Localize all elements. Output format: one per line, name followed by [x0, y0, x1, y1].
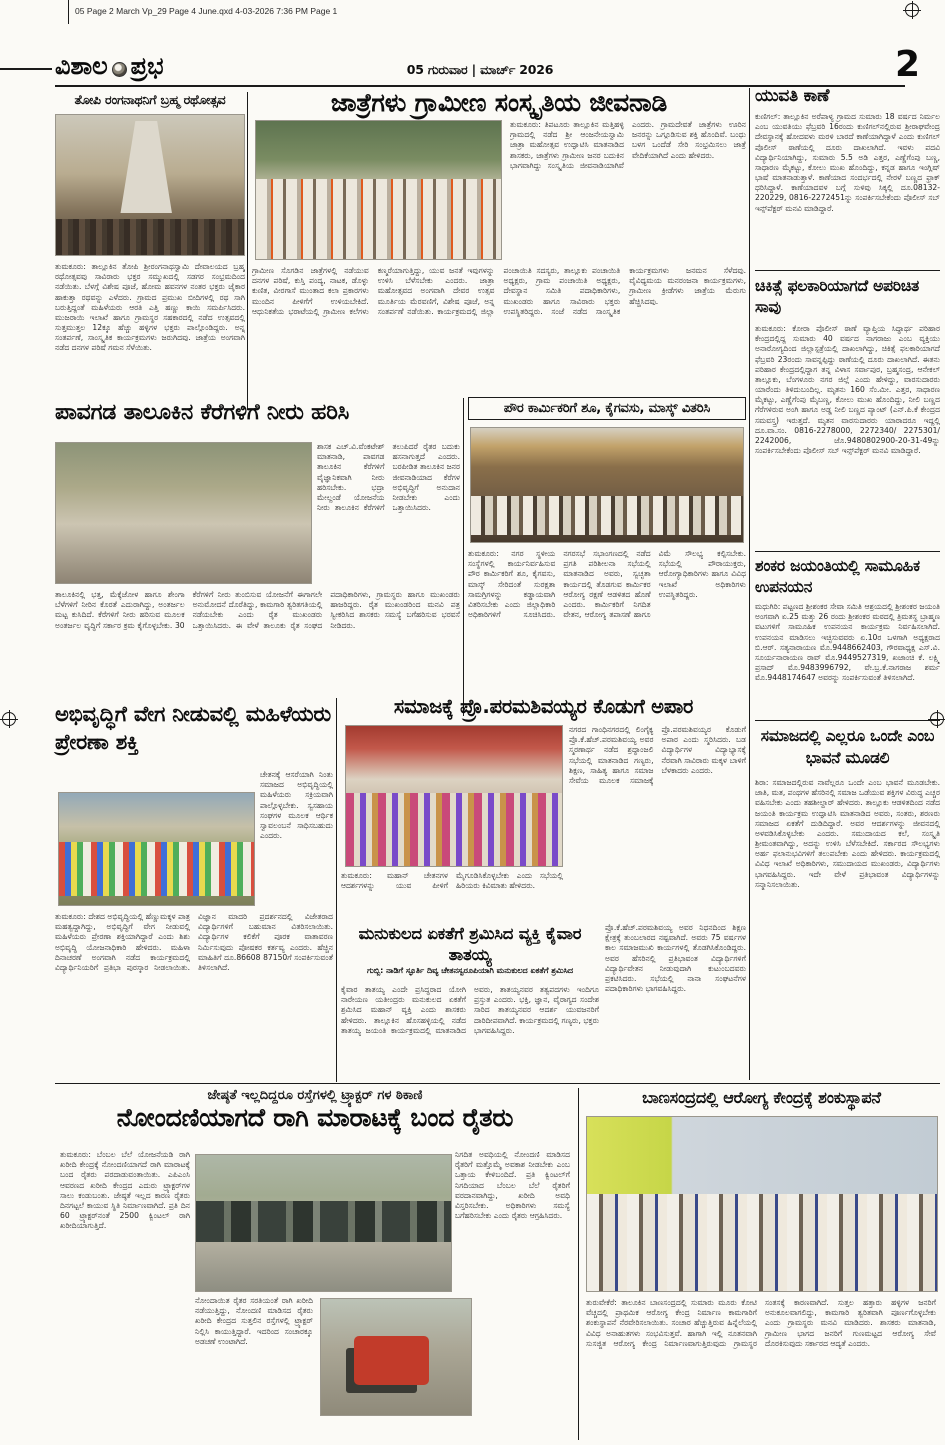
article-banasandra-headline: ಬಾಣಸಂದ್ರದಲ್ಲಿ ಆರೋಗ್ಯ ಕೇಂದ್ರಕ್ಕೆ ಶಂಕುಸ್ಥಾಪನೆ	[642, 1088, 881, 1107]
photo-jatre-gathering	[255, 120, 502, 260]
article-chikitse-headline: ಚಿಕಿತ್ಸೆ ಫಲಕಾರಿಯಾಗದೆ ಅಪರಿಚಿತ ಸಾವು	[755, 277, 920, 316]
article-ragi-body-mid: ನೋಂದಾಯಿತ ರೈತರ ಸರತಿಯಂತೆ ರಾಗಿ ಖರೀದಿ ನಡೆಯುತ್ತಿದ್ದು, ನೋಂದಣಿ ಮಾಡಿಸದ ರೈತರು ಖರೀದಿ ಕೇಂದ್ರದ ಸುತ್ತಲಿನ ರಸ್ತೆಗಳಲ್ಲಿ ಟ್ರ್ಯಾಕ್ಟರ್ ನಿಲ್ಲಿಸಿ ಕಾಯುತ್ತಿದ್ದಾರೆ. ಇದರಿಂದ ಸಂಚಾರಕ್ಕೂ ಅಡಚಣೆ ಉಂಟಾಗಿದೆ.	[195, 1296, 313, 1346]
column-rule	[336, 698, 337, 1082]
article-banasandra-body: ತುರುವೇಕೆರೆ: ತಾಲೂಕಿನ ಬಾಣಸಂದ್ರದಲ್ಲಿ ಸುಮಾರು ಮೂರು ಕೋಟಿ ವೆಚ್ಚದಲ್ಲಿ ಪ್ರಾಥಮಿಕ ಆರೋಗ್ಯ ಕೇಂದ್ರ ನಿರ್ಮಾಣ ಕಾಮಗಾರಿಗೆ ಶಂಕುಸ್ಥಾಪನೆ ನೆರವೇರಿಸಲಾಯಿತು. ಸಂಚಾರ ಹೆಚ್ಚುತ್ತಿರುವ ಹಿನ್ನೆಲೆಯಲ್ಲಿ ವಿವಿಧ ಅನಾಹುತಗಳು ಸಂಭವಿಸುತ್ತವೆ. ಹಾಗಾಗಿ ಇಲ್ಲಿ ನೂತನವಾಗಿ ಸುಸಜ್ಜಿತ ಆರೋಗ್ಯ ಕೇಂದ್ರ ನಿರ್ಮಾಣವಾಗುತ್ತಿರುವುದು ಗ್ರಾಮಸ್ಥರ ಸಂತಸಕ್ಕೆ ಕಾರಣವಾಗಿದೆ. ಸುತ್ತಲ ಹತ್ತಾರು ಹಳ್ಳಿಗಳ ಜನರಿಗೆ ಅನುಕೂಲವಾಗಲಿದ್ದು, ಕಾಮಗಾರಿ ತ್ವರಿತವಾಗಿ ಪೂರ್ಣಗೊಳ್ಳಬೇಕು ಎಂದು ಗ್ರಾಮಸ್ಥರು ಮನವಿ ಮಾಡಿದರು. ಶಾಸಕರು ಮಾತನಾಡಿ, ಗ್ರಾಮೀಣ ಭಾಗದ ಜನರಿಗೆ ಗುಣಮಟ್ಟದ ಆರೋಗ್ಯ ಸೇವೆ ದೊರಕಿಸುವುದು ಸರ್ಕಾರದ ಆದ್ಯತೆ ಎಂದರು.	[586, 1298, 936, 1348]
masthead-title-right: ಪ್ರಭ	[130, 52, 164, 80]
article-samajakke-body-b: ತುಮಕೂರು: ಮಹಾನ್ ಚೇತನಗಳ ಆದರ್ಶಗಳನ್ನು ಯುವ ಪೀಳಿಗೆ ಮೈಗೂಡಿಸಿಕೊಳ್ಳಬೇಕು ಎಂದು ಸಭೆಯಲ್ಲಿ ಹಿರಿಯರು ಕಿವಿಮಾತು ಹೇಳಿದರು.	[341, 871, 563, 891]
article-pavagada-headline: ಪಾವಗಡ ತಾಲೂಕಿನ ಕೆರೆಗಳಿಗೆ ನೀರು ಹರಿಸಿ	[55, 400, 350, 425]
column-rule	[578, 1088, 579, 1440]
registration-mark-icon	[2, 712, 16, 726]
article-pavagada	[55, 400, 460, 715]
section-rule	[755, 720, 940, 721]
article-yuvati-headline: ಯುವತಿ ಕಾಣೆ	[755, 86, 830, 106]
article-ragi	[55, 1088, 575, 1440]
photo-tractor-queue	[195, 1154, 452, 1292]
article-ragi-body-left: ತುಮಕೂರು: ಬೆಂಬಲ ಬೆಲೆ ಯೋಜನೆಯಡಿ ರಾಗಿ ಖರೀದಿ ಕೇಂದ್ರಕ್ಕೆ ನೋಂದಣಿಯಾಗದೆ ರಾಗಿ ಮಾರಾಟಕ್ಕೆ ಬಂದ ರೈತರು ಪರದಾಡುವಂತಾಯಿತು. ಎಪಿಎಂಸಿ ಆವರಣದ ಖರೀದಿ ಕೇಂದ್ರದ ಎದುರು ಟ್ರ್ಯಾಕ್ಟರ್‌ಗಳ ಸಾಲು ಕಂಡುಬಂತು. ಜೇಷ್ಠತೆ ಇಲ್ಲದ ಕಾರಣ ರೈತರು ದಿನಗಟ್ಟಲೆ ಕಾಯುವ ಸ್ಥಿತಿ ನಿರ್ಮಾಣವಾಗಿದೆ. ಪ್ರತಿ ದಿನ 60 ಟ್ರ್ಯಾಕ್ಟರ್‌ನಂತೆ 2500 ಕ್ವಿಂಟಲ್ ರಾಗಿ ಖರೀದಿಯಾಗುತ್ತಿದೆ.	[60, 1150, 190, 1231]
page-number: 2	[895, 44, 920, 85]
article-manukula-body: ಕೈವಾರ ತಾತಯ್ಯ ಎಂದೇ ಪ್ರಸಿದ್ಧರಾದ ಯೋಗಿ ನಾರೇಯಣ ಯತೀಂದ್ರರು ಮನುಕುಲದ ಏಕತೆಗೆ ಶ್ರಮಿಸಿದ ಮಹಾನ್ ವ್ಯಕ್ತಿ ಎಂದು ಶಾಸಕರು ಹೇಳಿದರು. ತಾಲ್ಲೂಕಿನ ಹೊಸಹಳ್ಳಿಯಲ್ಲಿ ನಡೆದ ತಾತಯ್ಯ ಜಯಂತಿ ಕಾರ್ಯಕ್ರಮದಲ್ಲಿ ಮಾತನಾಡಿದ ಅವರು, ತಾತಯ್ಯನವರ ತತ್ವಪದಗಳು ಇಂದಿಗೂ ಪ್ರಸ್ತುತ ಎಂದರು. ಭಕ್ತಿ, ಜ್ಞಾನ, ವೈರಾಗ್ಯದ ಸಂದೇಶ ಸಾರಿದ ತಾತಯ್ಯನವರ ಆದರ್ಶ ಯುವಜನರಿಗೆ ದಾರಿದೀಪವಾಗಿದೆ. ಕಾರ್ಯಕ್ರಮದಲ್ಲಿ ಗಣ್ಯರು, ಭಕ್ತರು ಭಾಗವಹಿಸಿದ್ದರು.	[341, 985, 599, 1035]
section-rule	[55, 1083, 940, 1084]
article-jatre	[252, 88, 746, 410]
article-ragi-kicker: ಜೇಷ್ಠತೆ ಇಲ್ಲದಿದ್ದರೂ ರಸ್ತೆಗಳಲ್ಲಿ ಟ್ರ್ಯಾಕ್ಟರ್ ಗಳ ಠಿಕಾಣಿ	[207, 1088, 423, 1103]
article-manukula	[341, 923, 599, 1079]
article-paura-headline: ಪೌರ ಕಾರ್ಮಿಕರಿಗೆ ಶೂ, ಕೈಗವಸು, ಮಾಸ್ಕ್ ವಿತರಿಸಿ	[468, 397, 746, 420]
article-paura-body: ತುಮಕೂರು: ನಗರ ಸ್ಥಳೀಯ ಸಂಸ್ಥೆಗಳಲ್ಲಿ ಕಾರ್ಯನಿರ್ವಹಿಸುವ ಪೌರ ಕಾರ್ಮಿಕರಿಗೆ ಶೂ, ಕೈಗವಸು, ಮಾಸ್ಕ್ ಸೇರಿದಂತೆ ಸುರಕ್ಷತಾ ಸಾಮಗ್ರಿಗಳನ್ನು ಕಡ್ಡಾಯವಾಗಿ ವಿತರಿಸಬೇಕು ಎಂದು ಜಿಲ್ಲಾಧಿಕಾರಿ ಅಧಿಕಾರಿಗಳಿಗೆ ಸೂಚಿಸಿದರು. ನಗರಸಭೆ ಸಭಾಂಗಣದಲ್ಲಿ ನಡೆದ ಪ್ರಗತಿ ಪರಿಶೀಲನಾ ಸಭೆಯಲ್ಲಿ ಮಾತನಾಡಿದ ಅವರು, ಸ್ವಚ್ಛತಾ ಕಾರ್ಯದಲ್ಲಿ ತೊಡಗುವ ಕಾರ್ಮಿಕರ ಆರೋಗ್ಯ ರಕ್ಷಣೆ ಆಡಳಿತದ ಹೊಣೆ ಎಂದರು. ಕಾರ್ಮಿಕರಿಗೆ ನಿಗದಿತ ವೇತನ, ಆರೋಗ್ಯ ತಪಾಸಣೆ ಹಾಗೂ ವಿಮೆ ಸೌಲಭ್ಯ ಕಲ್ಪಿಸಬೇಕು. ಸಭೆಯಲ್ಲಿ ಪೌರಾಯುಕ್ತರು, ಆರೋಗ್ಯಾಧಿಕಾರಿಗಳು ಹಾಗೂ ವಿವಿಧ ಇಲಾಖೆ ಅಧಿಕಾರಿಗಳು ಉಪಸ್ಥಿತರಿದ್ದರು.	[468, 549, 746, 620]
registration-mark-icon	[930, 712, 944, 726]
article-samajakke	[341, 695, 746, 1082]
article-shankara-headline: ಶಂಕರ ಜಯಂತಿಯಲ್ಲಿ ಸಾಮೂಹಿಕ ಉಪನಯನ	[755, 557, 920, 596]
article-samajadalli-headline: ಸಮಾಜದಲ್ಲಿ ಎಲ್ಲರೂ ಒಂದೇ ಎಂಬ ಭಾವನೆ ಮೂಡಲಿ	[760, 727, 935, 767]
article-jatre-body-a: ತುಮಕೂರು: ತಿಪಟೂರು ತಾಲ್ಲೂಕಿನ ಮತ್ತಿಹಳ್ಳಿ ಗ್ರಾಮದಲ್ಲಿ ನಡೆದ ಶ್ರೀ ಆಂಜನೇಯಸ್ವಾಮಿ ಜಾತ್ರಾ ಮಹೋತ್ಸವ ಉದ್ಘಾಟಿಸಿ ಮಾತನಾಡಿದ ಶಾಸಕರು, ಜಾತ್ರೆಗಳು ಗ್ರಾಮೀಣ ಜನರ ಬದುಕಿನ ಭಾಗವಾಗಿದ್ದು ಸಂಸ್ಕೃತಿಯ ಜೀವನಾಡಿಯಾಗಿವೆ ಎಂದರು. ಗ್ರಾಮದೇವತೆ ಜಾತ್ರೆಗಳು ಊರಿನ ಜನರನ್ನು ಒಗ್ಗೂಡಿಸುವ ಶಕ್ತಿ ಹೊಂದಿವೆ. ಬಂಧು ಬಳಗ ಒಂದೆಡೆ ಸೇರಿ ಸಂಭ್ರಮಿಸಲು ಜಾತ್ರೆ ವೇದಿಕೆಯಾಗಿದೆ ಎಂದು ಹೇಳಿದರು.	[510, 120, 746, 170]
article-mahile-body-a: ಚೇತನಕ್ಕೆ ಆಸರೆಯಾಗಿ ನಿಂತು ಸಮಾಜದ ಅಭಿವೃದ್ಧಿಯಲ್ಲಿ ಮಹಿಳೆಯರು ಸಕ್ರಿಯವಾಗಿ ಪಾಲ್ಗೊಳ್ಳಬೇಕು. ಸ್ವಸಹಾಯ ಸಂಘಗಳ ಮೂಲಕ ಆರ್ಥಿಕ ಸ್ವಾವಲಂಬನೆ ಸಾಧಿಸಬಹುದು ಎಂದರು.	[260, 770, 333, 841]
article-banasandra	[583, 1088, 940, 1440]
article-samajakke-body-a: ನಗರದ ಗಾಂಧಿನಗರದಲ್ಲಿ ಲಿಂಗೈಕ್ಯ ಪ್ರೊ.ಕೆ.ಹೆಚ್.ಪರಮಶಿವಯ್ಯ ಅವರ ಸ್ಮರಣಾರ್ಥ ನಡೆದ ಶ್ರದ್ಧಾಂಜಲಿ ಸಭೆಯಲ್ಲಿ ಮಾತನಾಡಿದ ಗಣ್ಯರು, ಶಿಕ್ಷಣ, ಸಾಹಿತ್ಯ ಹಾಗೂ ಸಮಾಜ ಸೇವೆಯ ಮೂಲಕ ಸಮಾಜಕ್ಕೆ ಪ್ರೊ.ಪರಮಶಿವಯ್ಯರ ಕೊಡುಗೆ ಅಪಾರ ಎಂದು ಸ್ಮರಿಸಿದರು. ಬಡ ವಿದ್ಯಾರ್ಥಿಗಳ ವಿದ್ಯಾಭ್ಯಾಸಕ್ಕೆ ನೆರವಾಗಿ ಸಾವಿರಾರು ಮಕ್ಕಳ ಬಾಳಿಗೆ ಬೆಳಕಾದರು ಎಂದರು.	[569, 725, 746, 785]
article-manukula-headline: ಮನುಕುಲದ ಏಕತೆಗೆ ಶ್ರಮಿಸಿದ ವ್ಯಕ್ತಿ ಕೈವಾರ ತಾತಯ್ಯ	[358, 924, 582, 965]
edition-date: 05 ಗುರುವಾರ | ಮಾರ್ಚ್ 2026	[406, 62, 554, 77]
print-slug-line: 05 Page 2 March Vp_29 Page 4 June.qxd 4-03-2026 7:36 PM Page 1	[75, 6, 338, 16]
article-shankara-body: ಮಧುಗಿರಿ: ಪಟ್ಟಣದ ಶ್ರೀಶಂಕರ ಸೇವಾ ಸಮಿತಿ ಆಶ್ರಯದಲ್ಲಿ ಶ್ರೀಶಂಕರ ಜಯಂತಿ ಅಂಗವಾಗಿ ಏ.25 ಮತ್ತು 26 ರಂದು ಶ್ರೀಶಂಕರ ಮಠದಲ್ಲಿ ತ್ರಿಮತಸ್ಥ ಬ್ರಾಹ್ಮಣ ವಟುಗಳಿಗೆ ಸಾಮೂಹಿಕ ಉಪನಯನ ಕಾರ್ಯಕ್ರಮ ನಿರ್ವಹಿಸಲಾಗಿದೆ. ಉಪನಯನ ಮಾಡಿಸಲು ಇಚ್ಛಿಸುವವರು ಏ.10ರ ಒಳಗಾಗಿ ಅಧ್ಯಕ್ಷರಾದ ಬಿ.ಆರ್. ಸತ್ಯನಾರಾಯಣ ಮೊ.9448662403, ಗೌರವಾಧ್ಯಕ್ಷ ಎಸ್.ವಿ. ಸೂರ್ಯನಾರಾಯಣ ರಾವ್ ಮೊ.9449527319, ಖಜಾಂಚಿ ಕೆ. ಲಕ್ಷ್ಮಿ ಪ್ರಸಾದ್ ಮೊ.9483996792, ವೇ.ಬ್ರ.ಕೆ.ನಾಗರಾಜ ಶರ್ಮ ಮೊ.9448174647 ಅವರನ್ನು ಸಂಪರ್ಕಿಸುವಂತೆ ತಿಳಿಸಲಾಗಿದೆ.	[755, 602, 940, 683]
registration-mark-icon	[905, 3, 919, 17]
article-chikitse	[755, 276, 940, 548]
article-jatre-headline: ಜಾತ್ರೆಗಳು ಗ್ರಾಮೀಣ ಸಂಸ್ಕೃತಿಯ ಜೀವನಾಡಿ	[330, 88, 668, 117]
article-chariot	[55, 92, 245, 410]
crop-mark	[0, 68, 52, 70]
article-jatre-body-b: ಗ್ರಾಮೀಣ ಸೊಗಡಿನ ಜಾತ್ರೆಗಳಲ್ಲಿ ನಡೆಯುವ ದನಗಳ ಪರಿಷೆ, ಕುಸ್ತಿ ಪಂದ್ಯ, ನಾಟಕ, ಡೊಳ್ಳು ಕುಣಿತ, ವೀರಗಾಸೆ ಮುಂತಾದ ಕಲಾ ಪ್ರಕಾರಗಳು ಮುಂದಿನ ಪೀಳಿಗೆಗೆ ಉಳಿಯಬೇಕಿದೆ. ಆಧುನಿಕತೆಯ ಭರಾಟೆಯಲ್ಲಿ ಗ್ರಾಮೀಣ ಕಲೆಗಳು ಕಣ್ಮರೆಯಾಗುತ್ತಿದ್ದು, ಯುವ ಜನತೆ ಇವುಗಳನ್ನು ಉಳಿಸಿ ಬೆಳೆಸಬೇಕು ಎಂದರು. ಜಾತ್ರಾ ಮಹೋತ್ಸವದ ಅಂಗವಾಗಿ ದೇವರ ಉತ್ಸವ ಮೂರ್ತಿಯ ಮೆರವಣಿಗೆ, ವಿಶೇಷ ಪೂಜೆ, ಅನ್ನ ಸಂತರ್ಪಣೆ ನಡೆಯಿತು. ಕಾರ್ಯಕ್ರಮದಲ್ಲಿ ಜಿಲ್ಲಾ ಪಂಚಾಯಿತಿ ಸದಸ್ಯರು, ತಾಲ್ಲೂಕು ಪಂಚಾಯಿತಿ ಅಧ್ಯಕ್ಷರು, ಗ್ರಾಮ ಪಂಚಾಯಿತಿ ಅಧ್ಯಕ್ಷರು, ದೇವಸ್ಥಾನ ಸಮಿತಿ ಪದಾಧಿಕಾರಿಗಳು, ಮುಖಂಡರು ಹಾಗೂ ಸಾವಿರಾರು ಭಕ್ತರು ಉಪಸ್ಥಿತರಿದ್ದರು. ಸಂಜೆ ನಡೆದ ಸಾಂಸ್ಕೃತಿಕ ಕಾರ್ಯಕ್ರಮಗಳು ಜನಮನ ಸೆಳೆದವು. ವೈವಿಧ್ಯಮಯ ಮನರಂಜನಾ ಕಾರ್ಯಕ್ರಮಗಳು, ಗ್ರಾಮೀಣ ಕ್ರೀಡೆಗಳು ಜಾತ್ರೆಯ ಮೆರುಗು ಹೆಚ್ಚಿಸಿದವು.	[252, 266, 746, 316]
article-samajakke-headline: ಸಮಾಜಕ್ಕೆ ಪ್ರೊ.ಪರಮಶಿವಯ್ಯರ ಕೊಡುಗೆ ಅಪಾರ	[393, 695, 694, 718]
article-pavagada-body-b: ತಾಲೂಕಿನಲ್ಲಿ ಭತ್ತ, ಮೆಕ್ಕೆಜೋಳ ಹಾಗೂ ಶೇಂಗಾ ಬೆಳೆಗಳಿಗೆ ನೀರಿನ ಕೊರತೆ ಎದುರಾಗಿದ್ದು, ಅಂತರ್ಜಲ ಮಟ್ಟ ಕುಸಿದಿದೆ. ಕೆರೆಗಳಿಗೆ ನೀರು ಹರಿಸುವ ಮೂಲಕ ಅಂತರ್ಜಲ ವೃದ್ಧಿಗೆ ಸರ್ಕಾರ ಕ್ರಮ ಕೈಗೊಳ್ಳಬೇಕು. 30 ಕೆರೆಗಳಿಗೆ ನೀರು ತುಂಬಿಸುವ ಯೋಜನೆಗೆ ಈಗಾಗಲೇ ಅನುಮೋದನೆ ದೊರೆತಿದ್ದು, ಕಾಮಗಾರಿ ತ್ವರಿತಗತಿಯಲ್ಲಿ ನಡೆಯಬೇಕು ಎಂದು ರೈತ ಮುಖಂಡರು ಒತ್ತಾಯಿಸಿದರು. ಈ ವೇಳೆ ತಾಲೂಕು ರೈತ ಸಂಘದ ಪದಾಧಿಕಾರಿಗಳು, ಗ್ರಾಮಸ್ಥರು ಹಾಗೂ ಮುಖಂಡರು ಹಾಜರಿದ್ದರು. ರೈತ ಮುಖಂಡರಿಂದ ಮನವಿ ಪತ್ರ ಸ್ವೀಕರಿಸಿದ ಶಾಸಕರು ಸಮಸ್ಯೆ ಬಗೆಹರಿಸುವ ಭರವಸೆ ನೀಡಿದರು.	[55, 590, 460, 630]
section-rule	[755, 551, 940, 552]
article-mahile-headline: ಅಭಿವೃದ್ಧಿಗೆ ವೇಗ ನೀಡುವಲ್ಲಿ ಮಹಿಳೆಯರು ಪ್ರೇರಣಾ ಶಕ್ತಿ	[55, 702, 331, 755]
article-mahile-body-b: ತುಮಕೂರು: ದೇಶದ ಅಭಿವೃದ್ಧಿಯಲ್ಲಿ ಹೆಣ್ಣುಮಕ್ಕಳ ಪಾತ್ರ ಮಹತ್ವದ್ದಾಗಿದ್ದು, ಅಭಿವೃದ್ಧಿಗೆ ವೇಗ ನೀಡುವಲ್ಲಿ ಮಹಿಳೆಯರು ಪ್ರೇರಣಾ ಶಕ್ತಿಯಾಗಿದ್ದಾರೆ ಎಂದು ಶಿಶು ಅಭಿವೃದ್ಧಿ ಯೋಜನಾಧಿಕಾರಿ ಹೇಳಿದರು. ಮಹಿಳಾ ದಿನಾಚರಣೆ ಅಂಗವಾಗಿ ನಡೆದ ಕಾರ್ಯಕ್ರಮದಲ್ಲಿ ವಿದ್ಯಾರ್ಥಿನಿಯರಿಗೆ ಪ್ರತಿಭಾ ಪುರಸ್ಕಾರ ನೀಡಲಾಯಿತು. ವಿಜ್ಞಾನ ಮಾದರಿ ಪ್ರದರ್ಶನದಲ್ಲಿ ವಿಜೇತರಾದ ವಿದ್ಯಾರ್ಥಿಗಳಿಗೆ ಬಹುಮಾನ ವಿತರಿಸಲಾಯಿತು. ವಿದ್ಯಾರ್ಥಿಗಳ ಕಲಿಕೆಗೆ ಪೂರಕ ವಾತಾವರಣ ನಿರ್ಮಿಸುವುದು ಪೋಷಕರ ಕರ್ತವ್ಯ ಎಂದರು. ಹೆಚ್ಚಿನ ಮಾಹಿತಿಗೆ ದೂ.86608 87150ಗೆ ಸಂಪರ್ಕಿಸುವಂತೆ ತಿಳಿಸಲಾಗಿದೆ.	[55, 912, 333, 972]
crop-mark	[68, 0, 69, 24]
article-yuvati	[755, 86, 940, 268]
column-rule	[247, 92, 248, 410]
article-ragi-body-right: ನಿಗದಿತ ಅವಧಿಯಲ್ಲಿ ನೋಂದಣಿ ಮಾಡಿಸದ ರೈತರಿಗೆ ಮತ್ತೊಮ್ಮೆ ಅವಕಾಶ ನೀಡಬೇಕು ಎಂಬ ಒತ್ತಾಯ ಕೇಳಿಬಂದಿದೆ. ಪ್ರತಿ ಕ್ವಿಂಟಲ್‌ಗೆ ನಿಗದಿಯಾದ ಬೆಂಬಲ ಬೆಲೆ ರೈತರಿಗೆ ವರದಾನವಾಗಿದ್ದು, ಖರೀದಿ ಅವಧಿ ವಿಸ್ತರಿಸಬೇಕು. ಅಧಿಕಾರಿಗಳು ಸಮಸ್ಯೆ ಬಗೆಹರಿಸಬೇಕು ಎಂದು ರೈತರು ಆಗ್ರಹಿಸಿದರು.	[455, 1150, 570, 1221]
column-rule	[749, 88, 750, 1080]
column-rule	[463, 398, 464, 716]
article-yuvati-body: ಕುಣಿಗಲ್: ತಾಲ್ಲೂಕಿನ ಅರೆಪಾಳ್ಯ ಗ್ರಾಮದ ಸುಮಾರು 18 ವರ್ಷದ ನಿರ್ಮಲ ಎಂಬ ಯುವತಿಯು ಫೆಬ್ರವರಿ 16ರಂದು ಕುಣಿಗಲ್‌ನಲ್ಲಿರುವ ಶ್ರೀರಾಘವೇಂದ್ರ ದೇವಸ್ಥಾನಕ್ಕೆ ಹೋದವಳು ಮರಳಿ ಬಾರದೆ ಕಾಣೆಯಾಗಿದ್ದಾಳೆ ಎಂದು ಕುಣಿಗಲ್ ಪೊಲೀಸ್ ಠಾಣೆಯಲ್ಲಿ ದೂರು ದಾಖಲಾಗಿದೆ. ಇವಳು ಪದವಿ ವಿದ್ಯಾರ್ಥಿನಿಯಾಗಿದ್ದು, ಸುಮಾರು 5.5 ಅಡಿ ಎತ್ತರ, ಎಣ್ಣೆಗೆಂಪು ಬಣ್ಣ, ಸಾಧಾರಣ ಮೈಕಟ್ಟು, ಕೋಲು ಮುಖ ಹೊಂದಿದ್ದು, ಕನ್ನಡ ಹಾಗೂ ಇಂಗ್ಲಿಷ್ ಭಾಷೆ ಮಾತನಾಡುತ್ತಾಳೆ. ಕಾಣೆಯಾದ ಸಂದರ್ಭದಲ್ಲಿ ನೇರಳೆ ಬಣ್ಣದ ಫ್ರಾಕ್ ಧರಿಸಿದ್ದಾಳೆ. ಕಾಣೆಯಾದವಳ ಬಗ್ಗೆ ಸುಳಿವು ಸಿಕ್ಕಲ್ಲಿ ದೂ.08132-220229, 0816-2272451ನ್ನು ಸಂಪರ್ಕಿಸಬೇಕೆಂದು ಪೊಲೀಸ್ ಸಬ್ ಇನ್ಸ್‌ಪೆಕ್ಟರ್ ಮನವಿ ಮಾಡಿದ್ದಾರೆ.	[755, 112, 940, 213]
masthead-logo-icon	[112, 62, 127, 77]
article-ragi-headline: ನೋಂದಣಿಯಾಗದೆ ರಾಗಿ ಮಾರಾಟಕ್ಕೆ ಬಂದ ರೈತರು	[116, 1103, 514, 1132]
photo-samajakke-stage	[345, 725, 563, 867]
photo-groundbreaking-banner	[586, 1116, 938, 1292]
article-paura	[468, 397, 746, 715]
article-chikitse-body: ತುಮಕೂರು: ಕೋರಾ ಪೊಲೀಸ್ ಠಾಣೆ ವ್ಯಾಪ್ತಿಯ ಸಿದ್ಧಾರ್ಥ ಪರಿಹಾರ ಕೇಂದ್ರದಲ್ಲಿದ್ದ ಸುಮಾರು 40 ವರ್ಷದ ನಾಗರಾಜು ಎಂಬ ವ್ಯಕ್ತಿಯು ಅನಾರೋಗ್ಯದಿಂದ ಜಿಲ್ಲಾಸ್ಪತ್ರೆಯಲ್ಲಿ ದಾಖಲಾಗಿದ್ದು, ಚಿಕಿತ್ಸೆ ಫಲಕಾರಿಯಾಗದೆ ಫೆಬ್ರವರಿ 23ರಂದು ಸಾವನ್ನಪ್ಪಿದ್ದು ಠಾಣೆಯಲ್ಲಿ ದೂರು ದಾಖಲಾಗಿದೆ. ಈತನು ಪರಿಹಾರ ಕೇಂದ್ರದಲ್ಲಿದ್ದಾಗ ತನ್ನ ವಿಳಾಸ ಸರ್ವಾಪುರ, ಬ್ರಹ್ಮಸಂದ್ರ, ಆನೇಕಲ್ ತಾಲ್ಲೂಕು, ಬೆಂಗಳೂರು ನಗರ ಜಿಲ್ಲೆ ಎಂದು ಹೇಳಿದ್ದು, ವಾರಸುದಾರರು ಯಾರೆಂದು ತಿಳಿದುಬಂದಿಲ್ಲ. ಮೃತನು 160 ಸೆಂ.ಮೀ. ಎತ್ತರ, ಸಾಧಾರಣ ಮೈಕಟ್ಟು, ಎಣ್ಣೆಗೆಂಪು ಮೈಬಣ್ಣ, ಕೋಲು ಮುಖ ಹೊಂದಿದ್ದು, ನೀಲಿ ಬಣ್ಣದ ಗೆರೆಗಳಿರುವ ಅಂಗಿ ಹಾಗೂ ಅಡ್ಡ ನೀಲಿ ಬಣ್ಣದ ಪ್ಯಾಂಟ್ (ಎನ್.ಪಿ.ಕೆ ಕೇಂದ್ರದ ಸಮವಸ್ತ್ರ) ಇರುತ್ತದೆ. ಮೃತನ ವಾರಸುದಾರರು ಯಾರಾದರೂ ಇದ್ದಲ್ಲಿ ದೂ.ವಾ.ಸಂ. 0816-2278000, 2272340/ 2275301/ 2242006, ಜೊ.9480802900-20-31-49ನ್ನು ಸಂಪರ್ಕಿಸಬೇಕೆಂದು ಪೊಲೀಸ್ ಸಬ್ ಇನ್ಸ್‌ಪೆಕ್ಟರ್ ಮನವಿ ಮಾಡಿದ್ದಾರೆ.	[755, 324, 940, 456]
photo-pavagada-farmers	[55, 442, 312, 584]
section-rule	[755, 270, 940, 271]
article-chariot-headline: ತೋಪಿ ರಂಗನಾಥನಿಗೆ ಬ್ರಹ್ಮ ರಥೋತ್ಸವ	[74, 92, 226, 107]
article-mahile	[55, 700, 333, 1082]
photo-red-tractor	[320, 1298, 472, 1416]
masthead-title-left: ವಿಶಾಲ	[55, 52, 108, 80]
article-samajakke-body-c: ಪ್ರೊ.ಕೆ.ಹೆಚ್.ಪರಮಶಿವಯ್ಯ ಅವರ ನಿಧನದಿಂದ ಶಿಕ್ಷಣ ಕ್ಷೇತ್ರಕ್ಕೆ ತುಂಬಲಾರದ ನಷ್ಟವಾಗಿದೆ. ಅವರು 75 ವರ್ಷಗಳ ಕಾಲ ಸಮಾಜಮುಖಿ ಕಾರ್ಯಗಳಲ್ಲಿ ತೊಡಗಿಸಿಕೊಂಡಿದ್ದರು. ಅವರ ಹೆಸರಿನಲ್ಲಿ ಪ್ರತಿಭಾವಂತ ವಿದ್ಯಾರ್ಥಿಗಳಿಗೆ ವಿದ್ಯಾರ್ಥಿವೇತನ ನೀಡುವುದಾಗಿ ಕುಟುಂಬದವರು ಪ್ರಕಟಿಸಿದರು. ಸಭೆಯಲ್ಲಿ ನಾನಾ ಸಂಘಟನೆಗಳ ಪದಾಧಿಕಾರಿಗಳು ಭಾಗವಹಿಸಿದ್ದರು.	[605, 923, 746, 994]
article-manukula-subhead: ಗುಬ್ಬಿ: ನಾಡಿಗೆ ಸ್ಫೂರ್ತಿ ದಿವ್ಯ ಚೇತನಸ್ವರೂಪಿಯಾಗಿ ಮನುಕುಲದ ಏಕತೆಗೆ ಶ್ರಮಿಸಿದ	[366, 965, 574, 975]
article-shankara	[755, 556, 940, 716]
article-samajadalli	[755, 726, 940, 1080]
photo-paura-meeting	[470, 427, 744, 543]
article-chariot-body: ತುಮಕೂರು: ತಾಲ್ಲೂಕಿನ ತೋಪಿ ಶ್ರೀರಂಗನಾಥಸ್ವಾಮಿ ದೇವಾಲಯದ ಬ್ರಹ್ಮ ರಥೋತ್ಸವವು ಸಾವಿರಾರು ಭಕ್ತರ ಸಮ್ಮುಖದಲ್ಲಿ ಸಡಗರ ಸಂಭ್ರಮದಿಂದ ನಡೆಯಿತು. ಬೆಳಗ್ಗೆ ವಿಶೇಷ ಪೂಜೆ, ಹೋಮ ಹವನಗಳ ನಂತರ ಭಕ್ತರು ಜೈಕಾರ ಹಾಕುತ್ತಾ ರಥವನ್ನು ಎಳೆದರು. ಗ್ರಾಮದ ಪ್ರಮುಖ ಬೀದಿಗಳಲ್ಲಿ ರಥ ಸಾಗಿ ಬರುತ್ತಿದ್ದಂತೆ ಮಹಿಳೆಯರು ಆರತಿ ಎತ್ತಿ ಹಣ್ಣು ಕಾಯಿ ಸಮರ್ಪಿಸಿದರು. ಮುಜರಾಯಿ ಇಲಾಖೆ ಹಾಗೂ ಗ್ರಾಮಸ್ಥರ ಸಹಕಾರದಲ್ಲಿ ನಡೆದ ಉತ್ಸವದಲ್ಲಿ ಸುತ್ತಮುತ್ತಲ 12ಕ್ಕೂ ಹೆಚ್ಚು ಹಳ್ಳಿಗಳ ಭಕ್ತರು ಪಾಲ್ಗೊಂಡಿದ್ದರು. ಅನ್ನ ಸಂತರ್ಪಣೆ, ಸಾಂಸ್ಕೃತಿಕ ಕಾರ್ಯಕ್ರಮಗಳು ಜರುಗಿದವು. ಜಾತ್ರೆಯ ಅಂಗವಾಗಿ ನಡೆದ ದನಗಳ ಪರಿಷೆ ಗಮನ ಸೆಳೆಯಿತು.	[55, 262, 245, 353]
photo-chariot-festival	[55, 114, 245, 256]
article-pavagada-body-a: ಶಾಸಕ ಎಚ್.ವಿ.ವೆಂಕಟೇಶ್ ಮಾತನಾಡಿ, ಪಾವಗಡ ತಾಲೂಕಿನ ಕೆರೆಗಳಿಗೆ ವೈಜ್ಞಾನಿಕವಾಗಿ ನೀರು ಹರಿಸಬೇಕು. ಭದ್ರಾ ಮೇಲ್ದಂಡೆ ಯೋಜನೆಯ ನೀರು ತಾಲೂಕಿನ ಕೆರೆಗಳಿಗೆ ತಲುಪಿದರೆ ರೈತರ ಬದುಕು ಹಸನಾಗುತ್ತದೆ ಎಂದರು. ಬರಪೀಡಿತ ತಾಲೂಕಿನ ಜನರ ಜೀವನಾಡಿಯಾದ ಕೆರೆಗಳ ಅಭಿವೃದ್ಧಿಗೆ ಅನುದಾನ ನೀಡಬೇಕು ಎಂದು ಒತ್ತಾಯಿಸಿದರು.	[317, 442, 460, 513]
article-samajadalli-body: ಶಿರಾ: ಸಮಾಜದಲ್ಲಿರುವ ನಾವೆಲ್ಲರೂ ಒಂದೇ ಎಂಬ ಭಾವನೆ ಮೂಡಬೇಕು. ಜಾತಿ, ಮತ, ಪಂಥಗಳ ಹೆಸರಿನಲ್ಲಿ ಸಮಾಜ ಒಡೆಯುವ ಶಕ್ತಿಗಳ ವಿರುದ್ಧ ಎಚ್ಚರ ವಹಿಸಬೇಕು ಎಂದು ತಹಶೀಲ್ದಾರ್ ಹೇಳಿದರು. ತಾಲ್ಲೂಕು ಆಡಳಿತದಿಂದ ನಡೆದ ಜಯಂತಿ ಕಾರ್ಯಕ್ರಮ ಉದ್ಘಾಟಿಸಿ ಮಾತನಾಡಿದ ಅವರು, ಸಂತರು, ಶರಣರು ಸಮಾಜದ ಏಕತೆಗೆ ದುಡಿದಿದ್ದಾರೆ. ಅವರ ಆದರ್ಶಗಳನ್ನು ಜೀವನದಲ್ಲಿ ಅಳವಡಿಸಿಕೊಳ್ಳಬೇಕು ಎಂದರು. ಸಮುದಾಯದ ಕಲೆ, ಸಂಸ್ಕೃತಿ ಶ್ರೀಮಂತವಾಗಿದ್ದು, ಅದನ್ನು ಉಳಿಸಿ ಬೆಳೆಸಬೇಕಿದೆ. ಸರ್ಕಾರದ ಸೌಲಭ್ಯಗಳು ಅರ್ಹ ಫಲಾನುಭವಿಗಳಿಗೆ ತಲುಪಬೇಕು ಎಂದು ಹೇಳಿದರು. ಕಾರ್ಯಕ್ರಮದಲ್ಲಿ ವಿವಿಧ ಇಲಾಖೆ ಅಧಿಕಾರಿಗಳು, ಸಮುದಾಯದ ಮುಖಂಡರು, ವಿದ್ಯಾರ್ಥಿಗಳು ಭಾಗವಹಿಸಿದ್ದರು. ಇದೇ ವೇಳೆ ಪ್ರತಿಭಾವಂತ ವಿದ್ಯಾರ್ಥಿಗಳನ್ನು ಸನ್ಮಾನಿಸಲಾಯಿತು.	[755, 778, 940, 889]
photo-women-children-group	[58, 792, 255, 906]
